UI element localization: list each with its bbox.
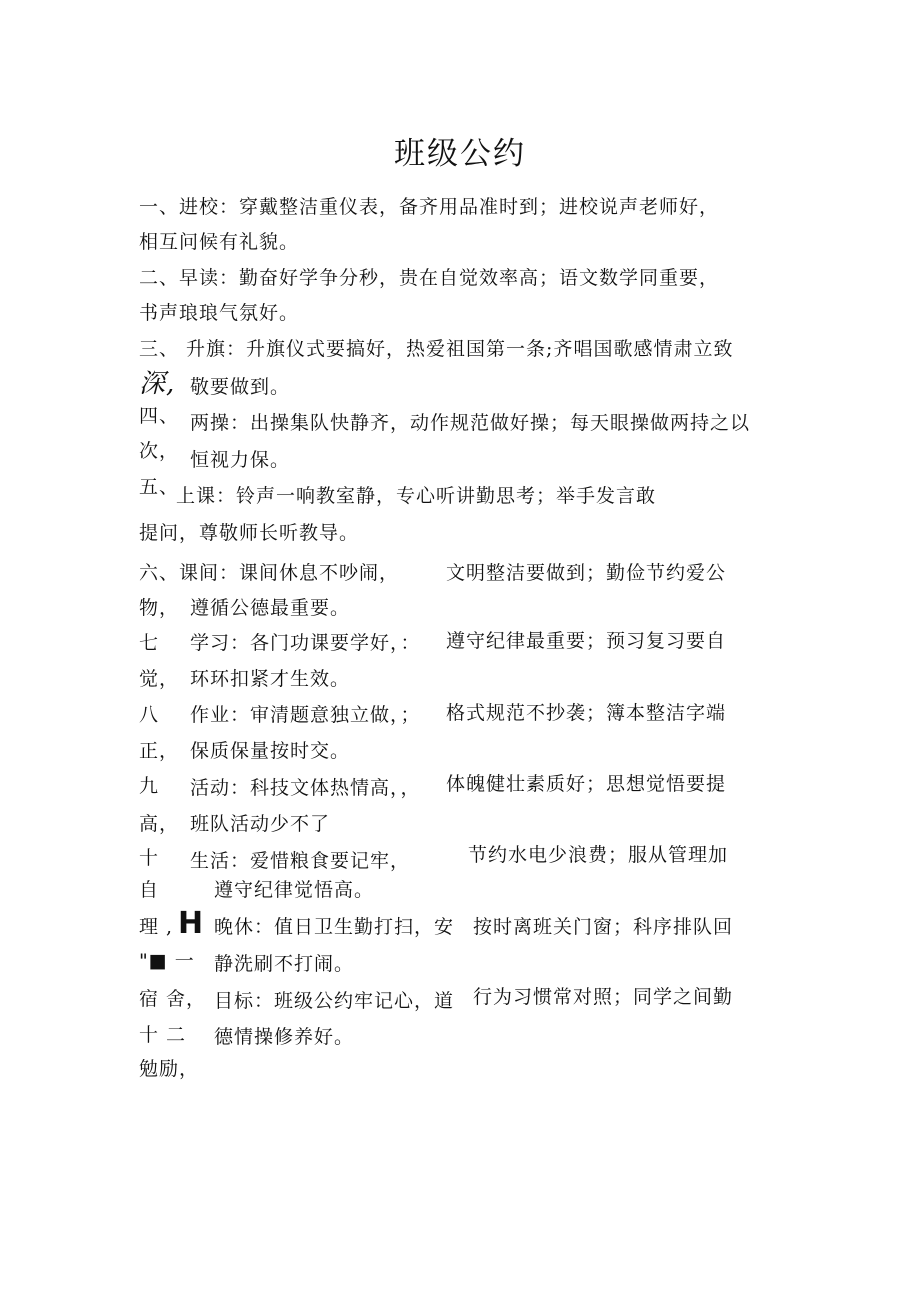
rule-12-margin-2: 十 二 xyxy=(139,1024,187,1046)
rule-6-left: 六、课间：课间休息不吵闹， xyxy=(139,562,400,584)
rule-8-margin: 正， xyxy=(139,740,180,762)
rule-5-line-2: 提问，尊敬师长听教导。 xyxy=(139,522,360,544)
rule-11-line-2: 静洗刷不打闹。 xyxy=(214,953,355,975)
rule-3-margin: 深, xyxy=(139,369,176,399)
rule-2-line-2: 书声琅琅气氛好。 xyxy=(139,302,300,324)
rule-6-margin: 物， xyxy=(139,597,180,619)
rule-7-number: 七 xyxy=(139,632,160,654)
rule-4-line-1: 两操：出操集队快静齐，动作规范做好操；每天眼操做两持之以 xyxy=(190,412,751,434)
rule-12-right: 行为习惯常对照；同学之间勤 xyxy=(473,986,734,1008)
rule-7-left: 学习：各门功课要学好，： xyxy=(190,632,421,654)
rule-11-margin-b: , xyxy=(166,916,174,938)
rule-5-line-1: 上课：铃声一响教室静，专心听讲勤思考；举手发言敢 xyxy=(176,485,657,507)
rule-4-margin: 次， xyxy=(139,440,180,462)
rule-11-margin-2: "■ 一 xyxy=(139,950,195,972)
rule-8-right: 格式规范不抄袭；簿本整洁字端 xyxy=(446,702,727,724)
rule-7-right: 遵守纪律最重要；预习复习要自 xyxy=(446,630,727,652)
rule-4-prefix: 四、 xyxy=(139,405,180,427)
rule-9-right: 体魄健壮素质好；思想觉悟要提 xyxy=(446,773,727,795)
rule-7-margin: 觉， xyxy=(139,668,180,690)
rule-4-line-2: 恒视力保。 xyxy=(190,449,291,471)
rule-12-left: 目标：班级公约牢记心，道 xyxy=(214,990,455,1012)
rule-9-line-2: 班队活动少不了 xyxy=(190,813,331,835)
rule-3-line-2: 敬要做到。 xyxy=(190,376,291,398)
rule-12-line-2: 德情操修养好。 xyxy=(214,1026,355,1048)
rule-12-margin-3: 勉励， xyxy=(139,1058,200,1080)
rule-11-margin-a: 理 xyxy=(139,916,160,938)
rule-10-number: 十 xyxy=(139,847,160,869)
rule-10-margin: 自 xyxy=(139,879,160,901)
page-title: 班级公约 xyxy=(394,136,526,172)
rule-10-line-2: 遵守纪律觉悟高。 xyxy=(214,879,375,901)
rule-6-right: 文明整洁要做到；勤俭节约爱公 xyxy=(446,562,727,584)
rule-5-prefix: 五、 xyxy=(139,476,180,498)
rule-1-line-2: 相互问候有礼貌。 xyxy=(139,231,300,253)
rule-2-line-1: 二、早读：勤奋好学争分秒，贵在自觉效率高；语文数学同重要， xyxy=(139,267,720,289)
rule-10-left: 生活：爱惜粮食要记牢， xyxy=(190,850,411,872)
rule-11-left: 晚休：值日卫生勤打扫，安 xyxy=(214,916,455,938)
rule-12-margin-a: 宿 舍， xyxy=(139,988,207,1010)
rule-8-number: 八 xyxy=(139,704,160,726)
rule-11-big-letter: H xyxy=(178,906,205,941)
rule-3-line-1: 三、 升旗：升旗仪式要搞好，热爱祖国第一条;齐唱国歌感情肃立致 xyxy=(139,338,734,360)
rule-9-margin: 高， xyxy=(139,813,180,835)
rule-11-right: 按时离班关门窗；科序排队回 xyxy=(473,916,734,938)
rule-9-number: 九 xyxy=(139,775,160,797)
rule-6-line-2: 遵循公德最重要。 xyxy=(190,597,351,619)
rule-9-left: 活动：科技文体热情高，， xyxy=(190,777,421,799)
rule-10-right: 节约水电少浪费；服从管理加 xyxy=(468,844,729,866)
rule-8-left: 作业：审清题意独立做，； xyxy=(190,704,421,726)
rule-7-line-2: 环环扣紧才生效。 xyxy=(190,668,351,690)
rule-1-line-1: 一、进校：穿戴整洁重仪表，备齐用品准时到；进校说声老师好， xyxy=(139,196,720,218)
rule-8-line-2: 保质保量按时交。 xyxy=(190,740,351,762)
